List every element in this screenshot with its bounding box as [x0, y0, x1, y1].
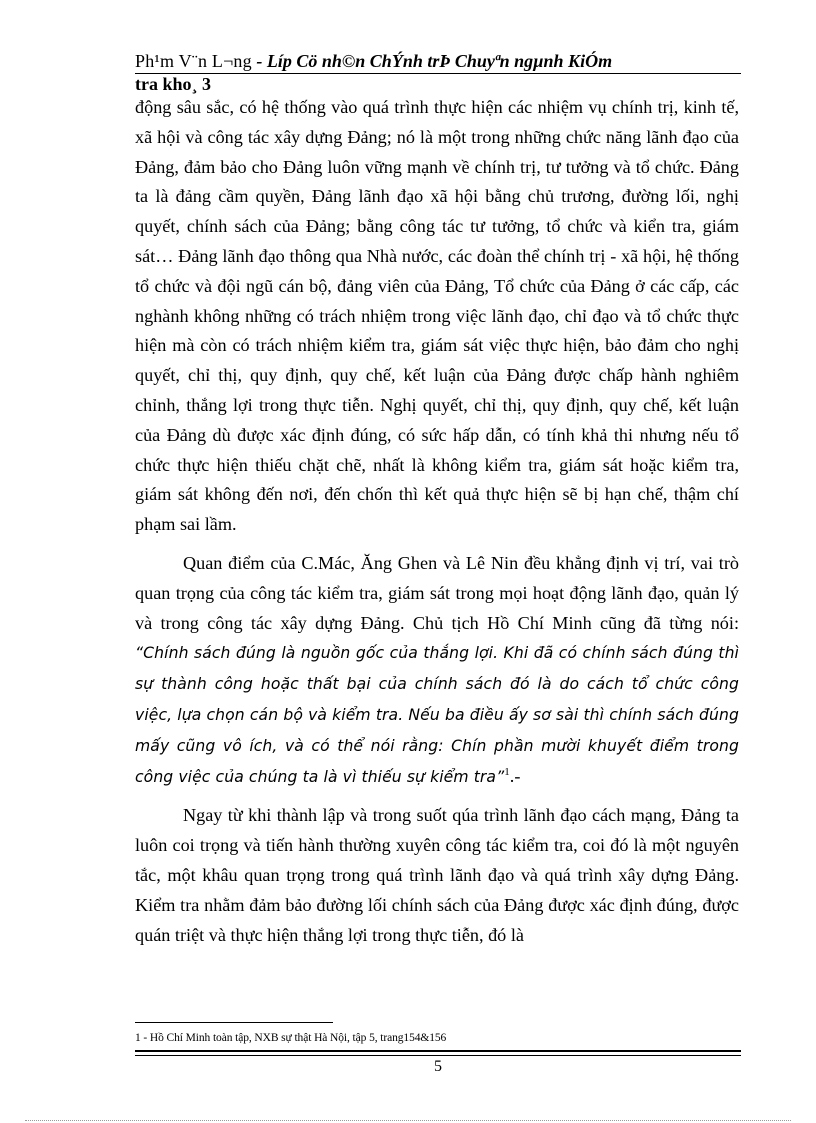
header-line [135, 50, 741, 74]
footnote-separator [135, 1022, 333, 1023]
ho-chi-minh-quote: “Chính sách đúng là nguồn gốc của thắng lợi. Khi đã có chính sách đúng thì sự thành công hoặc thất bại của chính sách đó là do cách tổ chức công việc, lựa chọn cán bộ và kiểm tra. Nếu ba điều ấy sơ sài thì chính sách đúng mấy cũng vô ích, và có thể nói rằng: Chín phần mười khuyết điểm trong công việc của chúng ta là vì thiếu sự kiểm tra” [135, 644, 739, 786]
footnote-reference[interactable]: 1 [504, 765, 510, 778]
paragraph-2-end: .- [509, 765, 521, 786]
header-author: Ph¹m V¨n L¬ng [135, 51, 252, 71]
running-header [135, 50, 741, 94]
paragraph-2-intro: Quan điểm của C.Mác, Ăng Ghen và Lê Nin đều khẳng định vị trí, vai trò quan trọng của công tác kiểm tra, giám sát trong mọi hoạt động lãnh đạo, quản lý và trong công tác xây dựng Đảng. Chủ tịch Hồ Chí Minh cũng đã từng nói: [135, 552, 739, 633]
page-number: 5 [434, 1058, 442, 1075]
paragraph-1: động sâu sắc, có hệ thống vào quá trình thực hiện các nhiệm vụ chính trị, kinh tế, xã hội và công tác xây dựng Đảng; nó là một trong những chức năng lãnh đạo của Đảng, đảm bảo cho Đảng luôn vững mạnh về chính trị, tư tưởng và tổ chức. Đảng ta là đảng cầm quyền, Đảng lãnh đạo xã hội bằng chủ trương, đường lối, nghị quyết, chính sách của Đảng; bằng công tác tư tưởng, tổ chức và kiển tra, giám sát… Đảng lãnh đạo thông qua Nhà nước, các đoàn thể chính trị - xã hội, hệ thống tổ chức và đội ngũ cán bộ, đảng viên của Đảng, Tổ chức của Đảng ở các cấp, các nghành không những có trách nhiệm trong việc lãnh đạo, chỉ đạo và tổ chức thực hiện mà còn có trách nhiệm kiểm tra, giám sát việc thực hiện, bảo đảm cho nghị quyết, chỉ thị, quy định, quy chế, kết luận của Đảng được chấp hành nghiêm chỉnh, thắng lợi trong thực tiễn. Nghị quyết, chỉ thị, quy định, quy chế, kết luận của Đảng dù được xác định đúng, có sức hấp dẫn, có tính khả thi nhưng nếu tổ chức thực hiện thiếu chặt chẽ, nhất là không kiểm tra, giám sát hoặc kiểm tra, giám sát không đến nơi, đến chốn thì kết quả thực hiện sẽ bị hạn chế, thậm chí phạm sai lầm. [135, 97, 739, 535]
body-text [135, 93, 739, 950]
page-bottom-divider [25, 1120, 791, 1121]
paragraph-2 [135, 549, 739, 792]
footer-rule [135, 1050, 741, 1056]
paragraph-3: Ngay từ khi thành lập và trong suốt qúa trình lãnh đạo cách mạng, Đảng ta luôn coi trọng và tiến hành thường xuyên công tác kiểm tra, coi đó là một nguyên tắc, một khâu quan trọng trong quá trình lãnh đạo và quá trình xây dựng Đảng. Kiểm tra nhằm đảm bảo đường lối chính sách của Đảng được xác định đúng, được quán triệt và thực hiện thắng lợi trong thực tiễn, đó là [135, 805, 739, 945]
header-title-continued: tra kho¸ 3 [135, 74, 211, 94]
header-title: - Líp Cö nh©n ChÝnh trÞ Chuyªn ngµnh KiÓm [251, 51, 613, 71]
footnote: 1 - Hồ Chí Minh toàn tập, NXB sự thật Hà Nội, tập 5, trang154&156 [135, 1032, 447, 1044]
